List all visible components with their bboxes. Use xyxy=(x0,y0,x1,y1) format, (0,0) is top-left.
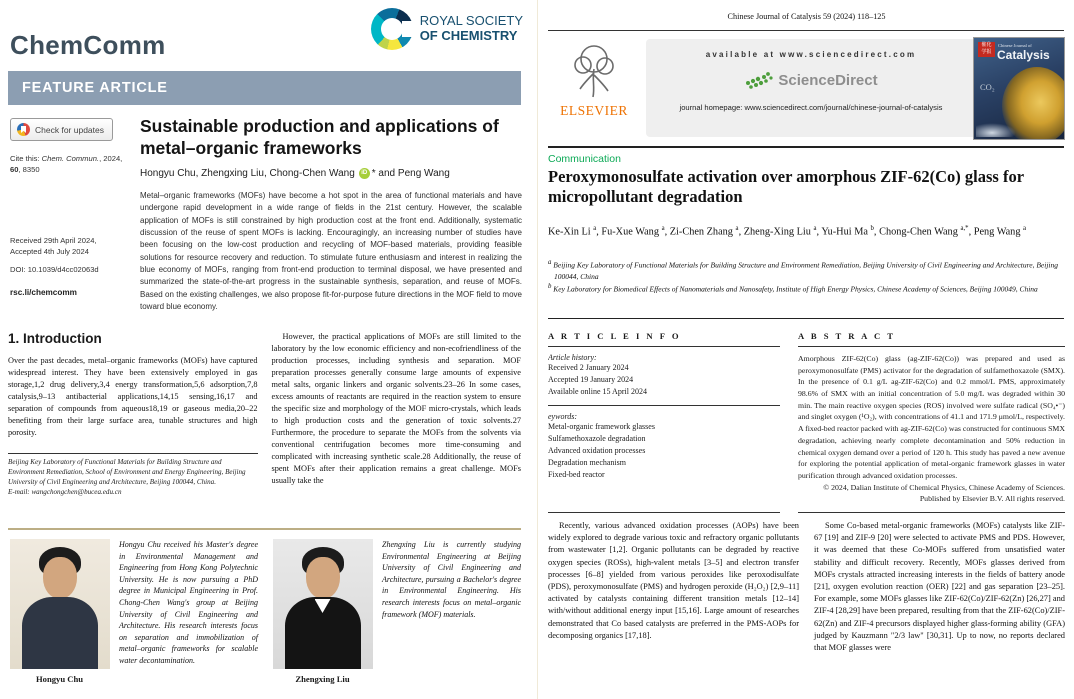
abstract-heading: A B S T R A C T xyxy=(798,331,896,341)
left-sidebar xyxy=(10,118,134,297)
abstract-paragraph: Amorphous ZIF-62(Co) glass (ag-ZIF-62(Co)) was prepared and used as peroxymonosulfate (PMS) activator for the degradation of sulfamethoxazole (SMX). In the presence of 0.1 g/L ag-ZIF-62(Co) and 0.2 mmol/L PMS, approximately 98.6% of SMX with an initial concentration of 5.0 mg/L was degraded within 30 min. The main reactive oxygen species (ROS) involved were sulfate radical (SO₄•⁻) and singlet oxygen (¹O₂), with concentrations of 41.1 and 171.9 μmol/L, respectively. A fixed-bed reactor packed with ag-ZIF-62(Co) was constructed for continuous SMX degradation, achieving nearly complete decontamination and 50% reduction in chemical oxygen demand over a period of 120 h. This study has paved a new avenue for exploring the potential application of metal-organic framework glasses in water purification through advanced oxidation processes. xyxy=(798,354,1065,480)
journal-homepage-link[interactable]: journal homepage: www.sciencedirect.com/journal/chinese-journal-of-catalysis xyxy=(679,103,943,112)
author-separator: , xyxy=(968,226,974,238)
author-affil-sup: a,* xyxy=(960,225,969,232)
author-affil-sup: a xyxy=(593,225,597,232)
article-info-heading: A R T I C L E I N F O xyxy=(548,331,682,341)
article-head xyxy=(140,116,522,314)
author-photo-zhengxing-liu xyxy=(273,539,373,669)
author: Peng Wang xyxy=(973,226,1024,238)
author-separator: , xyxy=(816,226,822,238)
crossmark-icon xyxy=(17,123,30,136)
check-for-updates-button[interactable] xyxy=(10,118,113,141)
journal-url-link[interactable]: rsc.li/chemcomm xyxy=(10,288,77,297)
author: Ke-Xin Li xyxy=(548,226,594,238)
elsevier-logo xyxy=(550,39,638,119)
affiliation-sup: b xyxy=(548,283,552,290)
photo-body xyxy=(22,597,98,669)
cover-cloud-art xyxy=(976,123,1016,137)
photo-face xyxy=(306,557,340,599)
sciencedirect-leaf-icon xyxy=(744,69,774,91)
dates-block xyxy=(10,235,134,257)
author-affil-sup: a xyxy=(1023,225,1027,232)
author-affil-sup: a xyxy=(661,225,665,232)
keyword-item: Metal-organic framework glasses xyxy=(548,422,655,431)
body-column-2: Some Co-based metal-organic frameworks (MOFs) catalysts like ZIF-67 [19] and ZIF-9 [20] were selected to activate PMS and PDS. However, it was deemed that these Co-MOFs suffered from unsatisfied water stability and difficult recovery. Recently, MOFs glasses derived from MOFs crystals attracted increasing interests in the fields of battery anode [21], oxygen evolution reaction (OER) [22] and gas separation [23–25]. For example, some MOFs glasses like ZIF-62(Co)/ZIF-62(Zn) [26,27] and ZIF-4 [28,29] have been prepared, resulting from that the ZIF-62(Co)/ZIF-62(Zn) and ZIF-4 precursors displayed higher glass-forming ability (GFA) judged by Kauzmann "2/3 law" [30,31]. Up to now, no reports declared that MOF glasses were xyxy=(814,521,1065,652)
author-separator: , xyxy=(596,226,602,238)
two-column-body xyxy=(8,331,521,524)
affiliation-a xyxy=(548,258,1065,282)
keywords-divider xyxy=(548,405,780,406)
author-separator: , xyxy=(738,226,744,238)
affiliations-block xyxy=(548,258,1065,295)
left-column xyxy=(8,331,258,524)
author-affil-sup: b xyxy=(870,225,874,232)
cover-chinese-title xyxy=(978,42,995,57)
feature-article-banner: FEATURE ARTICLE xyxy=(8,71,521,105)
cite-suffix: , 2024, xyxy=(99,154,123,163)
author-separator: , xyxy=(664,226,670,238)
history-accepted: Accepted 19 January 2024 xyxy=(548,375,634,384)
affiliation-b xyxy=(548,282,1065,295)
rsc-logo xyxy=(371,8,523,50)
abstract-paragraph: Metal–organic frameworks (MOFs) have become a hot spot in the area of functional materials and have undergone rapid development in a wide range of fields in the 21st century. However, the scalable application of MOFs is still constrained by high production cost at the front end. Additionally, systematic discussion of the reuse of spent MOFs is lacking. Encouragingly, an increasing number of studies have been focusing on the low-cost production and recycling of MOF-based materials, providing feasible solutions for resource recovery and reduction. To stimulate future enthusiasm and interest in realizing the blue economy of MOFs, ranging from front-end production to terminal disposal, we have presented and summarized the state-of-the-art progress in the sustainable synthesis, separation, and reuse of MOFs. Based on the existing challenges, we also propose fit-for-purpose future directions in the MOF field to move toward blue economy. xyxy=(140,190,522,312)
bio-text: Zhengxing Liu is currently studying Environmental Engineering at Beijing University of Civil Engineering and Architecture, pursuing a Bachelor's degree in Environmental Engineering. His research interests focus on metal–organic framework (MOF) materials. xyxy=(382,540,521,619)
affiliation-text: Key Laboratory for Biomedical Effects of Nanomaterials and Nanosafety, Institute of High Energy Physics, Chinese Academy of Sciences, Beijing 100049, China xyxy=(551,284,1038,294)
bio-name: Hongyu Chu xyxy=(35,674,84,684)
section-heading-introduction: 1. Introduction xyxy=(8,331,102,346)
author-affil-sup: a xyxy=(735,225,739,232)
sciencedirect-banner xyxy=(646,39,976,137)
bio-name: Zhengxing Liu xyxy=(295,674,350,684)
title-rule xyxy=(548,146,1064,148)
rsc-logo-line2: OF CHEMISTRY xyxy=(419,28,518,43)
keyword-item: Sulfamethoxazole degradation xyxy=(548,434,646,443)
cover-journal-small: Chinese Journal of xyxy=(998,43,1032,48)
abstract-column xyxy=(798,327,1065,513)
elsevier-tree-icon xyxy=(568,39,620,101)
authors-line xyxy=(548,224,1065,240)
cite-journal: Chem. Commun. xyxy=(41,154,100,163)
author-bios-section xyxy=(8,528,521,699)
copyright-line1: © 2024, Dalian Institute of Chemical Physics, Chinese Academy of Sciences. xyxy=(823,482,1065,492)
author: Zi-Chen Zhang xyxy=(669,226,736,238)
author: Yu-Hui Ma xyxy=(821,226,871,238)
bio-photo-block xyxy=(271,539,374,699)
header-rule xyxy=(548,30,1064,31)
affiliation-text: Beijing Key Laboratory of Functional Materials for Building Structure and Environment Remediation, Beijing University of Civil Engineering and Architecture, Beijing 100044, China xyxy=(551,260,1058,281)
received-date: Received 29th April 2024, xyxy=(10,236,97,245)
cover-co2-label: CO₂ xyxy=(980,82,995,92)
journal-cover-thumbnail xyxy=(973,37,1065,140)
affiliation-footnote xyxy=(8,453,258,498)
history-received: Received 2 January 2024 xyxy=(548,363,629,372)
accepted-date: Accepted 4th July 2024 xyxy=(10,247,89,256)
rsc-logo-line1: ROYAL SOCIETY xyxy=(419,13,523,29)
article-info-abstract-section xyxy=(548,327,1065,513)
publisher-header xyxy=(548,37,1065,140)
cite-page: , 8350 xyxy=(18,165,40,174)
bio-hongyu-chu xyxy=(8,539,258,699)
bio-zhengxing-liu xyxy=(271,539,521,699)
article-info-rule xyxy=(548,346,780,347)
cjc-page xyxy=(537,0,1074,699)
author: Chong-Chen Wang xyxy=(879,226,961,238)
sciencedirect-wordmark: ScienceDirect xyxy=(778,71,878,89)
body-columns xyxy=(548,520,1065,695)
cover-journal-title: Catalysis xyxy=(997,48,1050,62)
keywords-label: eywords: xyxy=(548,412,578,421)
article-title: Sustainable production and applications of metal–organic frameworks xyxy=(140,116,499,158)
cite-volume: 60 xyxy=(10,165,19,174)
article-title: Peroxymonosulfate activation over amorphous ZIF-62(Co) glass for micropollutant degradation xyxy=(548,167,1024,207)
article-history-label: Article history: xyxy=(548,353,597,362)
sciencedirect-logo[interactable] xyxy=(646,69,976,91)
cite-prefix: Cite this: xyxy=(10,154,42,163)
history-online: Available online 15 April 2024 xyxy=(548,387,647,396)
right-column xyxy=(272,331,522,524)
keyword-item: Fixed-bed reactor xyxy=(548,470,605,479)
affiliation-text: Beijing Key Laboratory of Functional Materials for Building Structure and Environment Remediation, School of Environment and Energy Engineering, Beijing University of Civil Engineering and Architecture, Beijing 100044, China. xyxy=(8,458,246,486)
cover-cn-line1: 催化 xyxy=(981,43,992,48)
bio-text: Hongyu Chu received his Master's degree in Environmental Management and Engineering from Hong Kong Polytechnic University. He is now pursuing a PhD degree in Municipal Engineering in Prof. Chong-Chen Wang's group at Beijing University of Civil Engineering and Architecture. His research interests focus on separation and immobilization of metal–organic frameworks for scalable water decontamination. xyxy=(119,540,258,665)
orcid-icon[interactable]: iD xyxy=(359,168,370,179)
affiliation-email-link[interactable]: E-mail: wangchongchen@bucea.edu.cn xyxy=(8,487,122,496)
running-head: Chinese Journal of Catalysis 59 (2024) 118–125 xyxy=(727,12,886,21)
author-affil-sup: a xyxy=(813,225,817,232)
author: Zheng-Xing Liu xyxy=(743,226,814,238)
keyword-item: Advanced oxidation processes xyxy=(548,446,646,455)
doi: DOI: 10.1039/d4cc02063d xyxy=(10,265,99,274)
journal-masthead: ChemComm xyxy=(10,30,166,60)
introduction-paragraph: Over the past decades, metal–organic frameworks (MOFs) have captured widespread interest. They have been extensively employed in gas storage,1,2 drug delivery,3,4 energy transformation,5,6 adsorption,7,8 catalysis,9–13 antibacterial applications,14,15 sensing,16,17 and separation of compounds from aqueous18,19 or gaseous media,20–22 benefiting from their large surface area, tunable structures and high porosity. xyxy=(8,356,258,438)
authors-suffix: * and Peng Wang xyxy=(371,167,450,179)
authors-line xyxy=(140,168,522,179)
rsc-logo-text xyxy=(420,14,523,44)
abstract-rule xyxy=(798,346,1065,347)
info-rule xyxy=(548,318,1064,319)
affiliation-sup: a xyxy=(548,259,552,266)
rsc-c-icon xyxy=(371,8,413,50)
author-separator: , xyxy=(873,226,880,238)
bio-photo-block xyxy=(8,539,111,699)
available-at-link[interactable]: available at www.sciencedirect.com xyxy=(705,50,917,59)
check-for-updates-label: Check for updates xyxy=(35,124,104,135)
article-type-label: Communication xyxy=(548,153,621,165)
body-paragraph-2: However, the practical applications of MOFs are still limited to the laboratory by the low economic efficiency and non-ecofriendliness of the production processes, including synthesis and separation. MOF preparation processes generally consume large amounts of expensive metal salts, organic linkers and organic solvents.23–26 In some cases, excess amounts of reactants are required in the reaction system to ensure the specific size and morphology of the MOF micro-crystals, which leads to high production costs and the generation of toxic solvents.27 Furthermore, the procedure to separate the MOFs from the solvents via conventional centrifugation becomes more time-consuming and complicated with increasing synthetic scale.28 Additionally, the reuse of spent MOFs after their application remains a great challenge. MOFs usually take the xyxy=(271,332,521,486)
article-info-column xyxy=(548,327,780,513)
author: Fu-Xue Wang xyxy=(601,226,662,238)
elsevier-wordmark: ELSEVIER xyxy=(560,103,628,118)
citation-block xyxy=(10,153,134,175)
author-photo-hongyu-chu xyxy=(10,539,110,669)
cover-cn-line2: 学报 xyxy=(981,49,992,55)
keyword-item: Degradation mechanism xyxy=(548,458,626,467)
body-column-1: Recently, various advanced oxidation processes (AOPs) have been widely explored to degrade various toxic and refractory organic pollutants from wastewater [1,2]. Organic pollutants can be degraded by reactive oxygen species (ROSs), high-valent metals [3–5] and electron transfer processes [6–8] yielded from various peroxides like peroxodisulfate (PDS), peroxymonosulfate (PMS) and hydrogen peroxide (H₂O₂) [2,9–11] activated by catalysts containing different transition metals [12–14] with/without additional energy input [15,16]. Large amount of researches demonstrated that Co based catalysts are preferred in the PMS-AOPs for decomposing organics [17,18]. xyxy=(548,521,799,640)
authors-prefix: Hongyu Chu, Zhengxing Liu, Chong-Chen Wang xyxy=(140,167,355,179)
copyright-line2: Published by Elsevier B.V. All rights reserved. xyxy=(919,494,1065,504)
photo-face xyxy=(43,557,77,599)
